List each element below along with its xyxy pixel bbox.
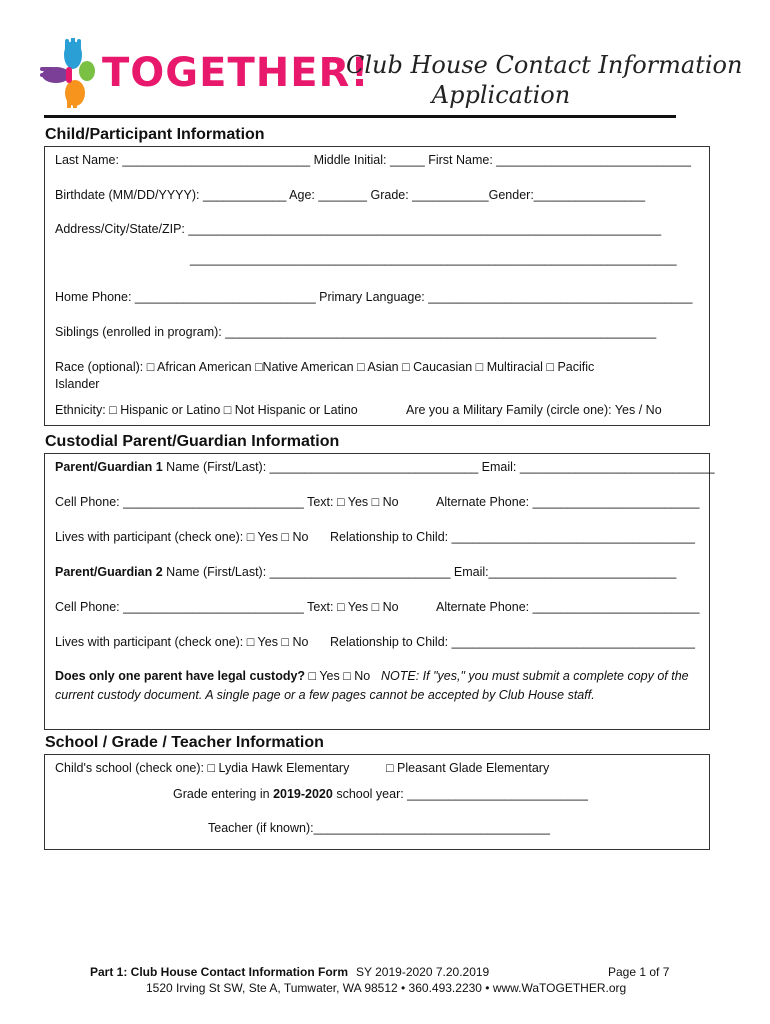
pg2-name-field[interactable]: Name (First/Last): __________________________ Email:___________________________ bbox=[162, 565, 677, 579]
title-line-1: Club House Contact Information bbox=[346, 51, 743, 79]
footer-address: 1520 Irving St SW, Ste A, Tumwater, WA 98512 • 360.493.2230 • www.WaTOGETHER.org bbox=[146, 981, 627, 995]
page-title bbox=[346, 50, 743, 110]
grade-field[interactable]: school year: __________________________ bbox=[332, 787, 588, 801]
footer-page: Page 1 of 7 bbox=[608, 965, 670, 979]
logo bbox=[40, 38, 370, 112]
pg2-relationship[interactable]: Relationship to Child: ___________________________________ bbox=[330, 635, 695, 649]
pg1-label: Parent/Guardian 1 bbox=[55, 460, 163, 474]
school-row[interactable]: Child's school (check one): □ Lydia Hawk Elementary bbox=[55, 761, 350, 775]
custody-question: Does only one parent have legal custody? bbox=[55, 669, 306, 683]
header-rule bbox=[44, 115, 676, 118]
address-row-2[interactable]: ______________________________________________________________________ bbox=[190, 252, 677, 266]
pg2-alt-phone[interactable]: Alternate Phone: ________________________ bbox=[436, 600, 700, 614]
siblings-row[interactable]: Siblings (enrolled in program): ______________________________________________________________ bbox=[55, 325, 657, 339]
grade-row[interactable] bbox=[173, 787, 588, 801]
pg1-lives-row[interactable]: Lives with participant (check one): □ Yes □ No bbox=[55, 530, 309, 544]
race-row-cont: Islander bbox=[55, 377, 100, 391]
custody-row[interactable] bbox=[55, 669, 370, 683]
pg1-name-field[interactable]: Name (First/Last): ______________________________ Email: ____________________________ bbox=[162, 460, 715, 474]
name-row[interactable]: Last Name: ___________________________ Middle Initial: _____ First Name: ____________________________ bbox=[55, 153, 691, 167]
address-row[interactable]: Address/City/State/ZIP: ____________________________________________________________________ bbox=[55, 222, 662, 236]
school-option-pleasant-glade[interactable]: □ Pleasant Glade Elementary bbox=[386, 761, 550, 775]
custody-note-cont: current custody document. A single page or a few pages cannot be accepted by Club House staff. bbox=[55, 688, 595, 702]
footer-sy: SY 2019-2020 7.20.2019 bbox=[356, 965, 490, 979]
military-row[interactable]: Are you a Military Family (circle one): Yes / No bbox=[406, 403, 662, 417]
ethnicity-row[interactable]: Ethnicity: □ Hispanic or Latino □ Not Hispanic or Latino bbox=[55, 403, 358, 417]
pg2-label: Parent/Guardian 2 bbox=[55, 565, 163, 579]
section-heading-school: School / Grade / Teacher Information bbox=[45, 734, 324, 751]
title-line-2: Application bbox=[431, 81, 571, 109]
custody-note: NOTE: If "yes," you must submit a complete copy of the bbox=[381, 669, 689, 683]
race-row[interactable]: Race (optional): □ African American □Native American □ Asian □ Caucasian □ Multiracial □ Pacific bbox=[55, 360, 595, 374]
birthdate-row[interactable]: Birthdate (MM/DD/YYYY): ____________ Age: _______ Grade: ___________Gender:________________ bbox=[55, 188, 646, 202]
pg2-name-row[interactable] bbox=[55, 565, 676, 579]
pg2-lives-row[interactable]: Lives with participant (check one): □ Yes □ No bbox=[55, 635, 309, 649]
pg1-alt-phone[interactable]: Alternate Phone: ________________________ bbox=[436, 495, 700, 509]
logo-text: TOGETHER! bbox=[102, 50, 370, 96]
teacher-row[interactable]: Teacher (if known):__________________________________ bbox=[208, 821, 550, 835]
grade-year: 2019-2020 bbox=[273, 787, 333, 801]
section-heading-guardian: Custodial Parent/Guardian Information bbox=[45, 433, 340, 450]
custody-options[interactable]: □ Yes □ No bbox=[305, 669, 371, 683]
grade-pre: Grade entering in bbox=[173, 787, 274, 801]
footer-part: Part 1: Club House Contact Information Form bbox=[90, 965, 349, 979]
home-phone-row[interactable]: Home Phone: __________________________ Primary Language: ______________________________________ bbox=[55, 290, 693, 304]
pg1-cell-row[interactable]: Cell Phone: __________________________ Text: □ Yes □ No bbox=[55, 495, 399, 509]
pg2-cell-row[interactable]: Cell Phone: __________________________ Text: □ Yes □ No bbox=[55, 600, 399, 614]
pg1-relationship[interactable]: Relationship to Child: ___________________________________ bbox=[330, 530, 695, 544]
section-heading-child: Child/Participant Information bbox=[45, 126, 265, 143]
pg1-name-row[interactable] bbox=[55, 460, 715, 474]
hands-icon bbox=[40, 38, 106, 108]
